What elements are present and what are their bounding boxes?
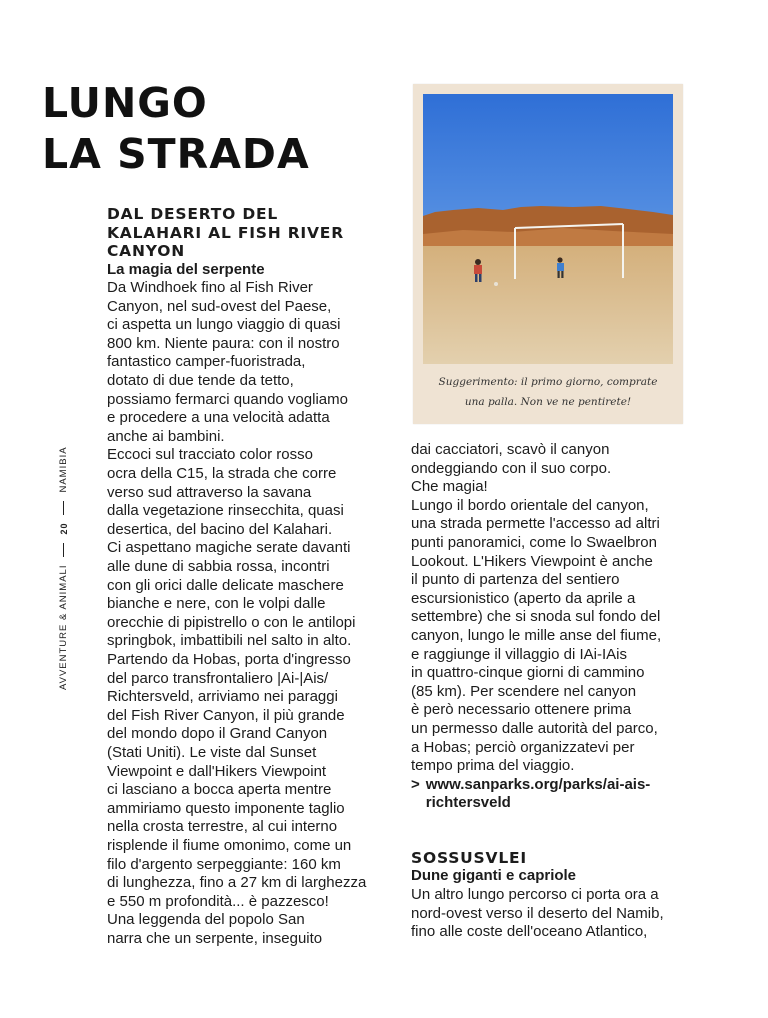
link-marker: >	[411, 775, 420, 793]
link-line: www.sanparks.org/parks/ai-ais-	[425, 775, 651, 793]
text-line: (Stati Uniti). Le viste dal Sunset	[107, 743, 317, 761]
text-line: e 550 m profondità... è pazzesco!	[107, 892, 329, 910]
text-line: Che magia!	[411, 478, 488, 496]
text-line: ammiriamo questo imponente taglio	[107, 799, 345, 817]
link-line: richtersveld	[425, 794, 511, 812]
text-line: alle dune di sabbia rossa, incontri	[107, 558, 330, 575]
text-line: è però necessario ottenere prima	[411, 701, 632, 719]
section-heading-kalahari	[107, 205, 397, 261]
side-section: NAMIBIA	[58, 446, 69, 493]
text-column-right	[411, 441, 701, 942]
heading-line: DAL DESERTO DEL	[107, 205, 279, 223]
text-line: Ci aspettano magiche serate davanti	[107, 539, 351, 557]
text-line: a Hobas; perciò organizzatevi per	[411, 738, 635, 756]
desert-football-photo	[423, 94, 673, 364]
sand-ground	[423, 246, 673, 364]
side-separator	[63, 543, 65, 557]
text-line: il punto di partenza del sentiero	[411, 571, 620, 589]
text-line: possiamo fermarci quando vogliamo	[107, 390, 348, 408]
text-line: Una leggenda del popolo San	[107, 911, 305, 929]
text-line: Eccoci sul tracciato color rosso	[107, 446, 313, 464]
text-line: una strada permette l'accesso ad altri	[411, 515, 660, 533]
section-subheading: Dune giganti e capriole	[411, 867, 577, 885]
text-line: del mondo dopo il Grand Canyon	[107, 725, 328, 743]
caption-line-1: Suggerimento: il primo giorno, comprate	[438, 376, 658, 388]
photo-frame	[413, 84, 683, 424]
text-line: desertica, del bacino del Kalahari.	[107, 520, 333, 538]
page-number: 20	[58, 522, 69, 535]
text-line: Lookout. L'Hikers Viewpoint è anche	[411, 552, 653, 570]
text-line: nella crosta terrestre, al cui interno	[107, 818, 338, 836]
text-line: con gli orici dalle delicate maschere	[107, 576, 344, 594]
text-line: settembre) che si snoda sul fondo del	[411, 608, 661, 626]
text-column-left	[107, 205, 397, 948]
page-title	[42, 78, 310, 180]
text-line: bianche e nere, con le volpi dalle	[107, 595, 326, 613]
section-heading-sossusvlei: SOSSUSVLEI	[411, 848, 527, 867]
body-text	[411, 441, 701, 776]
side-separator	[63, 501, 65, 515]
text-line: springbok, imbattibili nel salto in alto.	[107, 632, 352, 650]
text-line: un permesso dalle autorità del parco,	[411, 719, 658, 737]
text-line: dai cacciatori, scavò il canyon	[411, 441, 610, 458]
text-line: dotato di due tende da tetto,	[107, 372, 294, 390]
text-line: del Fish River Canyon, il più grande	[107, 706, 345, 724]
text-line: Un altro lungo percorso ci porta ora a	[411, 885, 659, 903]
photo-caption	[423, 372, 673, 412]
text-line: ci aspetta un lungo viaggio di quasi	[107, 316, 341, 334]
text-line: filo d'argento serpeggiante: 160 km	[107, 855, 341, 873]
text-line: di lunghezza, fino a 27 km di larghezza	[107, 874, 367, 892]
title-line-1: LUNGO	[42, 79, 208, 127]
text-line: narra che un serpente, inseguito	[107, 929, 323, 947]
link-url[interactable]	[426, 776, 651, 813]
text-line: ci lasciano a bocca aperta mentre	[107, 781, 332, 799]
heading-line: KALAHARI AL FISH RIVER	[107, 223, 344, 242]
text-line: Richtersveld, arriviamo nei paraggi	[107, 688, 338, 706]
text-line: tempo prima del viaggio.	[411, 757, 575, 775]
body-text	[107, 279, 397, 948]
text-line: e procedere a una velocità adatta	[107, 409, 330, 427]
text-line: fantastico camper-fuoristrada,	[107, 353, 306, 371]
text-line: e raggiunge il villaggio di IAi-IAis	[411, 645, 627, 663]
photo-illustration	[423, 94, 673, 364]
text-line: (85 km). Per scendere nel canyon	[411, 682, 637, 700]
text-line: verso sud attraverso la savana	[107, 483, 312, 501]
heading-line: CANYON	[107, 242, 185, 260]
text-line: dalla vegetazione rinsecchita, quasi	[107, 502, 344, 520]
caption-line-2: una palla. Non ve ne pentirete!	[464, 396, 632, 408]
text-line: Canyon, nel sud-ovest del Paese,	[107, 297, 332, 315]
title-line-2: LA STRADA	[42, 130, 310, 178]
text-line: Partendo da Hobas, porta d'ingresso	[107, 650, 351, 668]
side-category: AVVENTURE & ANIMALI	[58, 564, 69, 690]
text-line: Viewpoint e dall'Hikers Viewpoint	[107, 762, 327, 780]
section-subheading: La magia del serpente	[107, 260, 265, 278]
website-link[interactable]	[411, 776, 701, 813]
text-line: fino alle coste dell'oceano Atlantico,	[411, 923, 648, 941]
text-line: canyon, lungo le mille anse del fiume,	[411, 626, 662, 644]
text-line: anche ai bambini.	[107, 427, 225, 445]
ball	[494, 282, 498, 286]
text-line: ocra della C15, la strada che corre	[107, 465, 337, 483]
text-line: Lungo il bordo orientale del canyon,	[411, 496, 649, 514]
text-line: orecchie di pipistrello o con le antilopi	[107, 613, 356, 631]
text-line: del parco transfrontaliero |Ai-|Ais/	[107, 669, 329, 687]
body-text	[411, 886, 701, 942]
text-line: punti panoramici, come lo Swaelbron	[411, 533, 657, 551]
text-line: risplende il fiume omonimo, come un	[107, 836, 352, 854]
text-line: in quattro-cinque giorni di cammino	[411, 664, 645, 682]
text-line: Da Windhoek fino al Fish River	[107, 279, 313, 297]
text-line: ondeggiando con il suo corpo.	[411, 459, 612, 477]
text-line: 800 km. Niente paura: con il nostro	[107, 334, 340, 352]
text-line: escursionistico (aperto da aprile a	[411, 589, 636, 607]
text-line: nord-ovest verso il deserto del Namib,	[411, 904, 664, 922]
